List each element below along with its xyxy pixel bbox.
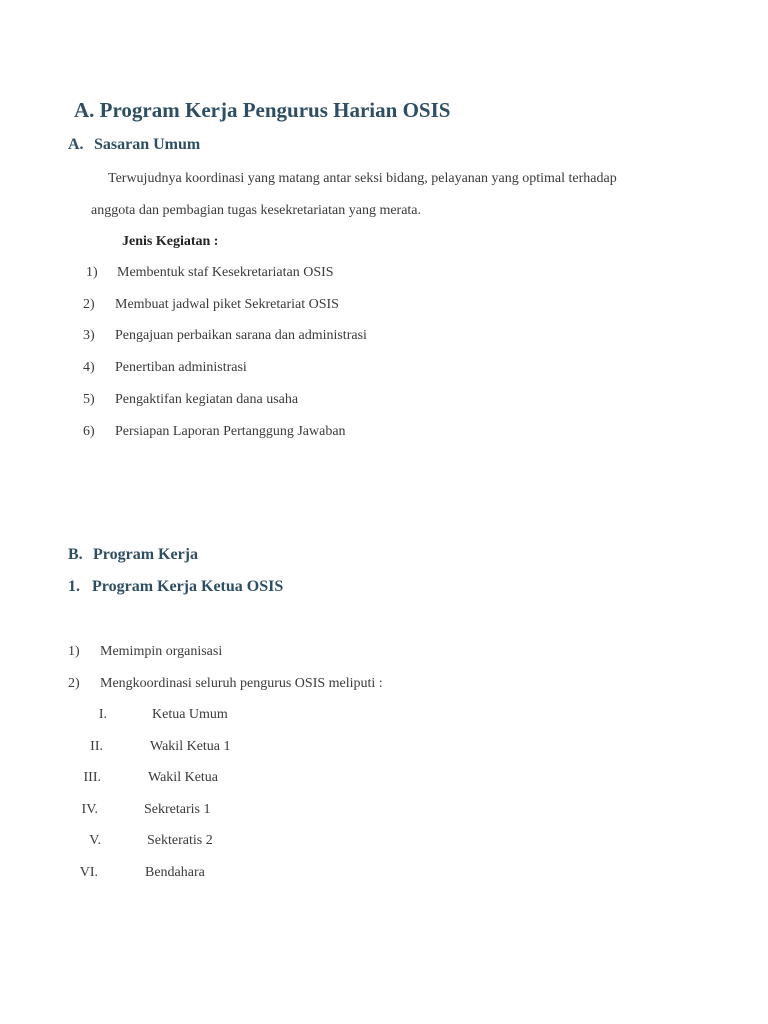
section-a-letter: A. (68, 136, 84, 153)
list-item: Wakil Ketua 1 (150, 739, 231, 754)
list-item-number: 5) (83, 392, 95, 407)
roman-number: I. (98, 707, 107, 722)
subsection-number: 1. (68, 578, 80, 595)
list-item: Bendahara (145, 865, 205, 880)
roman-number: V. (89, 833, 101, 848)
page-title: A. Program Kerja Pengurus Harian OSIS (74, 98, 451, 122)
list-item: Sekteratis 2 (147, 833, 213, 848)
list-item-number: 1) (68, 644, 80, 659)
paragraph-line-2: anggota dan pembagian tugas kesekretariatan yang merata. (91, 203, 422, 218)
list-item-number: 1) (86, 265, 98, 280)
subsection-heading: Program Kerja Ketua OSIS (92, 578, 284, 595)
roman-number: II. (90, 739, 103, 754)
list-item: Membuat jadwal piket Sekretariat OSIS (115, 297, 339, 312)
list-item: Mengkoordinasi seluruh pengurus OSIS meliputi : (100, 676, 383, 691)
paragraph-line-1: Terwujudnya koordinasi yang matang antar seksi bidang, pelayanan yang optimal terhadap (108, 171, 617, 186)
list-item-number: 6) (83, 424, 95, 439)
roman-number: III. (83, 770, 101, 785)
list-item: Pengajuan perbaikan sarana dan administrasi (115, 328, 367, 343)
jenis-kegiatan-label: Jenis Kegiatan : (122, 234, 219, 249)
list-item: Pengaktifan kegiatan dana usaha (115, 392, 299, 407)
roman-number: IV. (81, 802, 98, 817)
list-item-number: 2) (83, 297, 95, 312)
list-item: Membentuk staf Kesekretariatan OSIS (117, 265, 334, 280)
list-item: Ketua Umum (152, 707, 228, 722)
list-item: Sekretaris 1 (144, 802, 211, 817)
list-item: Memimpin organisasi (100, 644, 223, 659)
list-item-number: 4) (83, 360, 95, 375)
section-a-heading: Sasaran Umum (94, 136, 201, 153)
list-item: Persiapan Laporan Pertanggung Jawaban (115, 424, 346, 439)
list-item-number: 3) (83, 328, 95, 343)
list-item-number: 2) (68, 676, 80, 691)
list-item: Wakil Ketua (148, 770, 219, 785)
section-b-letter: B. (68, 546, 83, 563)
list-item: Penertiban administrasi (115, 360, 247, 375)
roman-number: VI. (79, 865, 98, 880)
section-b-heading: Program Kerja (93, 546, 198, 563)
